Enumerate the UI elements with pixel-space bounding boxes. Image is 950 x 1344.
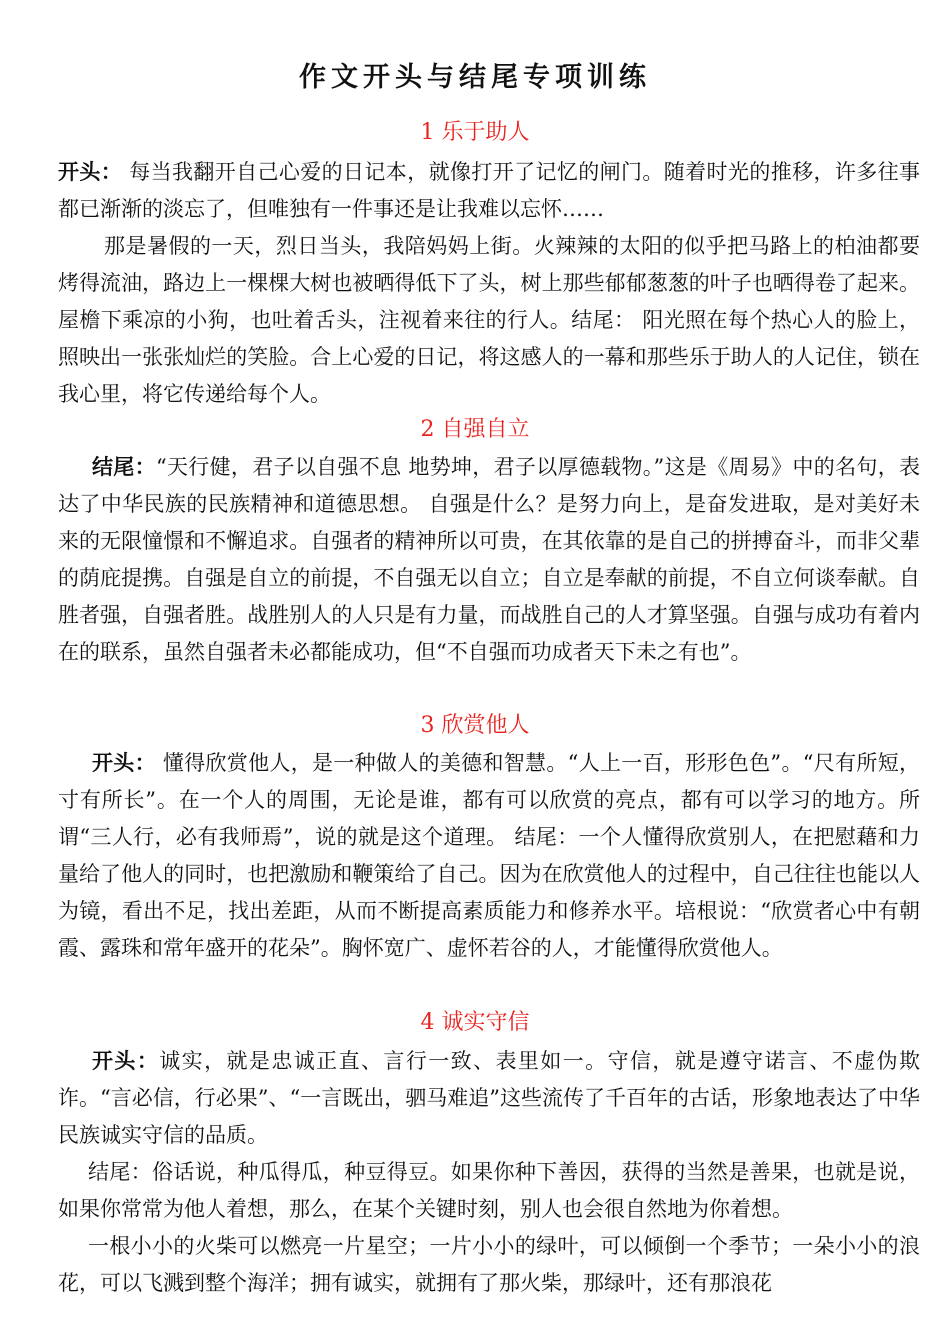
opening-text: 懂得欣赏他人，是一种做人的美德和智慧。“人上一百，形形色色”。“尺有所短，寸有所长”。在一个人的周围，无论是谁，都有可以欣赏的亮点，都有可以学习的地方。所谓“三人行，必有我师焉”，说的就是这个道理。 结尾：一个人懂得欣赏别人，在把慰藉和力量给了他人的同时，也把激励和鞭策给了自己。因为在欣赏他人的过程中，自己往往也能以人为镜，看出不足，找出差距，从而不断提高素质能力和修养水平。培根说：“欣赏者心中有朝霞、露珠和常年盛开的花朵”。胸怀宽广、虚怀若谷的人，才能懂得欣赏他人。 (58, 751, 921, 960)
section-heading-3: 3 欣赏他人 (420, 713, 530, 738)
section-4-ending-paragraph: 结尾：俗话说，种瓜得瓜，种豆得豆。如果你种下善因，获得的当然是善果，也就是说，如果你常常为他人着想，那么，在某个关键时刻，别人也会很自然地为你着想。 (58, 1160, 920, 1221)
section-heading-4: 4 诚实守信 (420, 1010, 530, 1035)
section-1-opening-paragraph (58, 154, 920, 228)
opening-label: 开头： (92, 1049, 160, 1073)
section-2-ending-paragraph (58, 449, 920, 671)
ending-label: 结尾： (92, 455, 156, 479)
opening-label: 开头： (92, 751, 156, 775)
section-heading-1: 1 乐于助人 (420, 120, 530, 145)
section-4-opening-paragraph (58, 1043, 920, 1154)
section-heading-2: 2 自强自立 (420, 417, 530, 442)
section-4-closing-paragraph: 一根小小的火柴可以燃亮一片星空；一片小小的绿叶，可以倾倒一个季节；一朵小小的浪花，可以飞溅到整个海洋；拥有诚实，就拥有了那火柴，那绿叶，还有那浪花 (58, 1234, 920, 1295)
opening-label: 开头： (58, 160, 123, 184)
section-3-paragraph (58, 745, 920, 967)
opening-text: 诚实，就是忠诚正直、言行一致、表里如一。守信，就是遵守诺言、不虚伪欺诈。“言必信，行必果”、“一言既出，驷马难追”这些流传了千百年的古话，形象地表达了中华民族诚实守信的品质。 (58, 1049, 920, 1147)
opening-text: 每当我翻开自己心爱的日记本，就像打开了记忆的闸门。随着时光的推移，许多往事都已渐渐的淡忘了，但唯独有一件事还是让我难以忘怀…… (58, 160, 921, 221)
section-1-story-paragraph: 那是暑假的一天，烈日当头，我陪妈妈上街。火辣辣的太阳的似乎把马路上的柏油都要烤得流油，路边上一棵棵大树也被晒得低下了头，树上那些郁郁葱葱的叶子也晒得卷了起来。屋檐下乘凉的小狗，也吐着舌头，注视着来往的行人。结尾： 阳光照在每个热心人的脸上，照映出一张张灿烂的笑脸。合上心爱的日记，将这感人的一幕和那些乐于助人的人记住，锁在我心里，将它传递给每个人。 (58, 234, 920, 406)
ending-text: “天行健，君子以自强不息 地势坤，君子以厚德载物。”这是《周易》中的名句，表达了中华民族的民族精神和道德思想。 自强是什么？是努力向上，是奋发进取，是对美好未来的无限憧憬和不懈追求。自强者的精神所以可贵，在其依靠的是自己的拼搏奋斗，而非父辈的荫庇提携。自强是自立的前提，不自强无以自立；自立是奉献的前提，不自立何谈奉献。自胜者强，自强者胜。战胜别人的人只是有力量，而战胜自己的人才算坚强。自强与成功有着内在的联系，虽然自强者未必都能成功，但“不自强而功成者天下未之有也”。 (58, 455, 920, 664)
page-title: 作文开头与结尾专项训练 (299, 62, 651, 93)
